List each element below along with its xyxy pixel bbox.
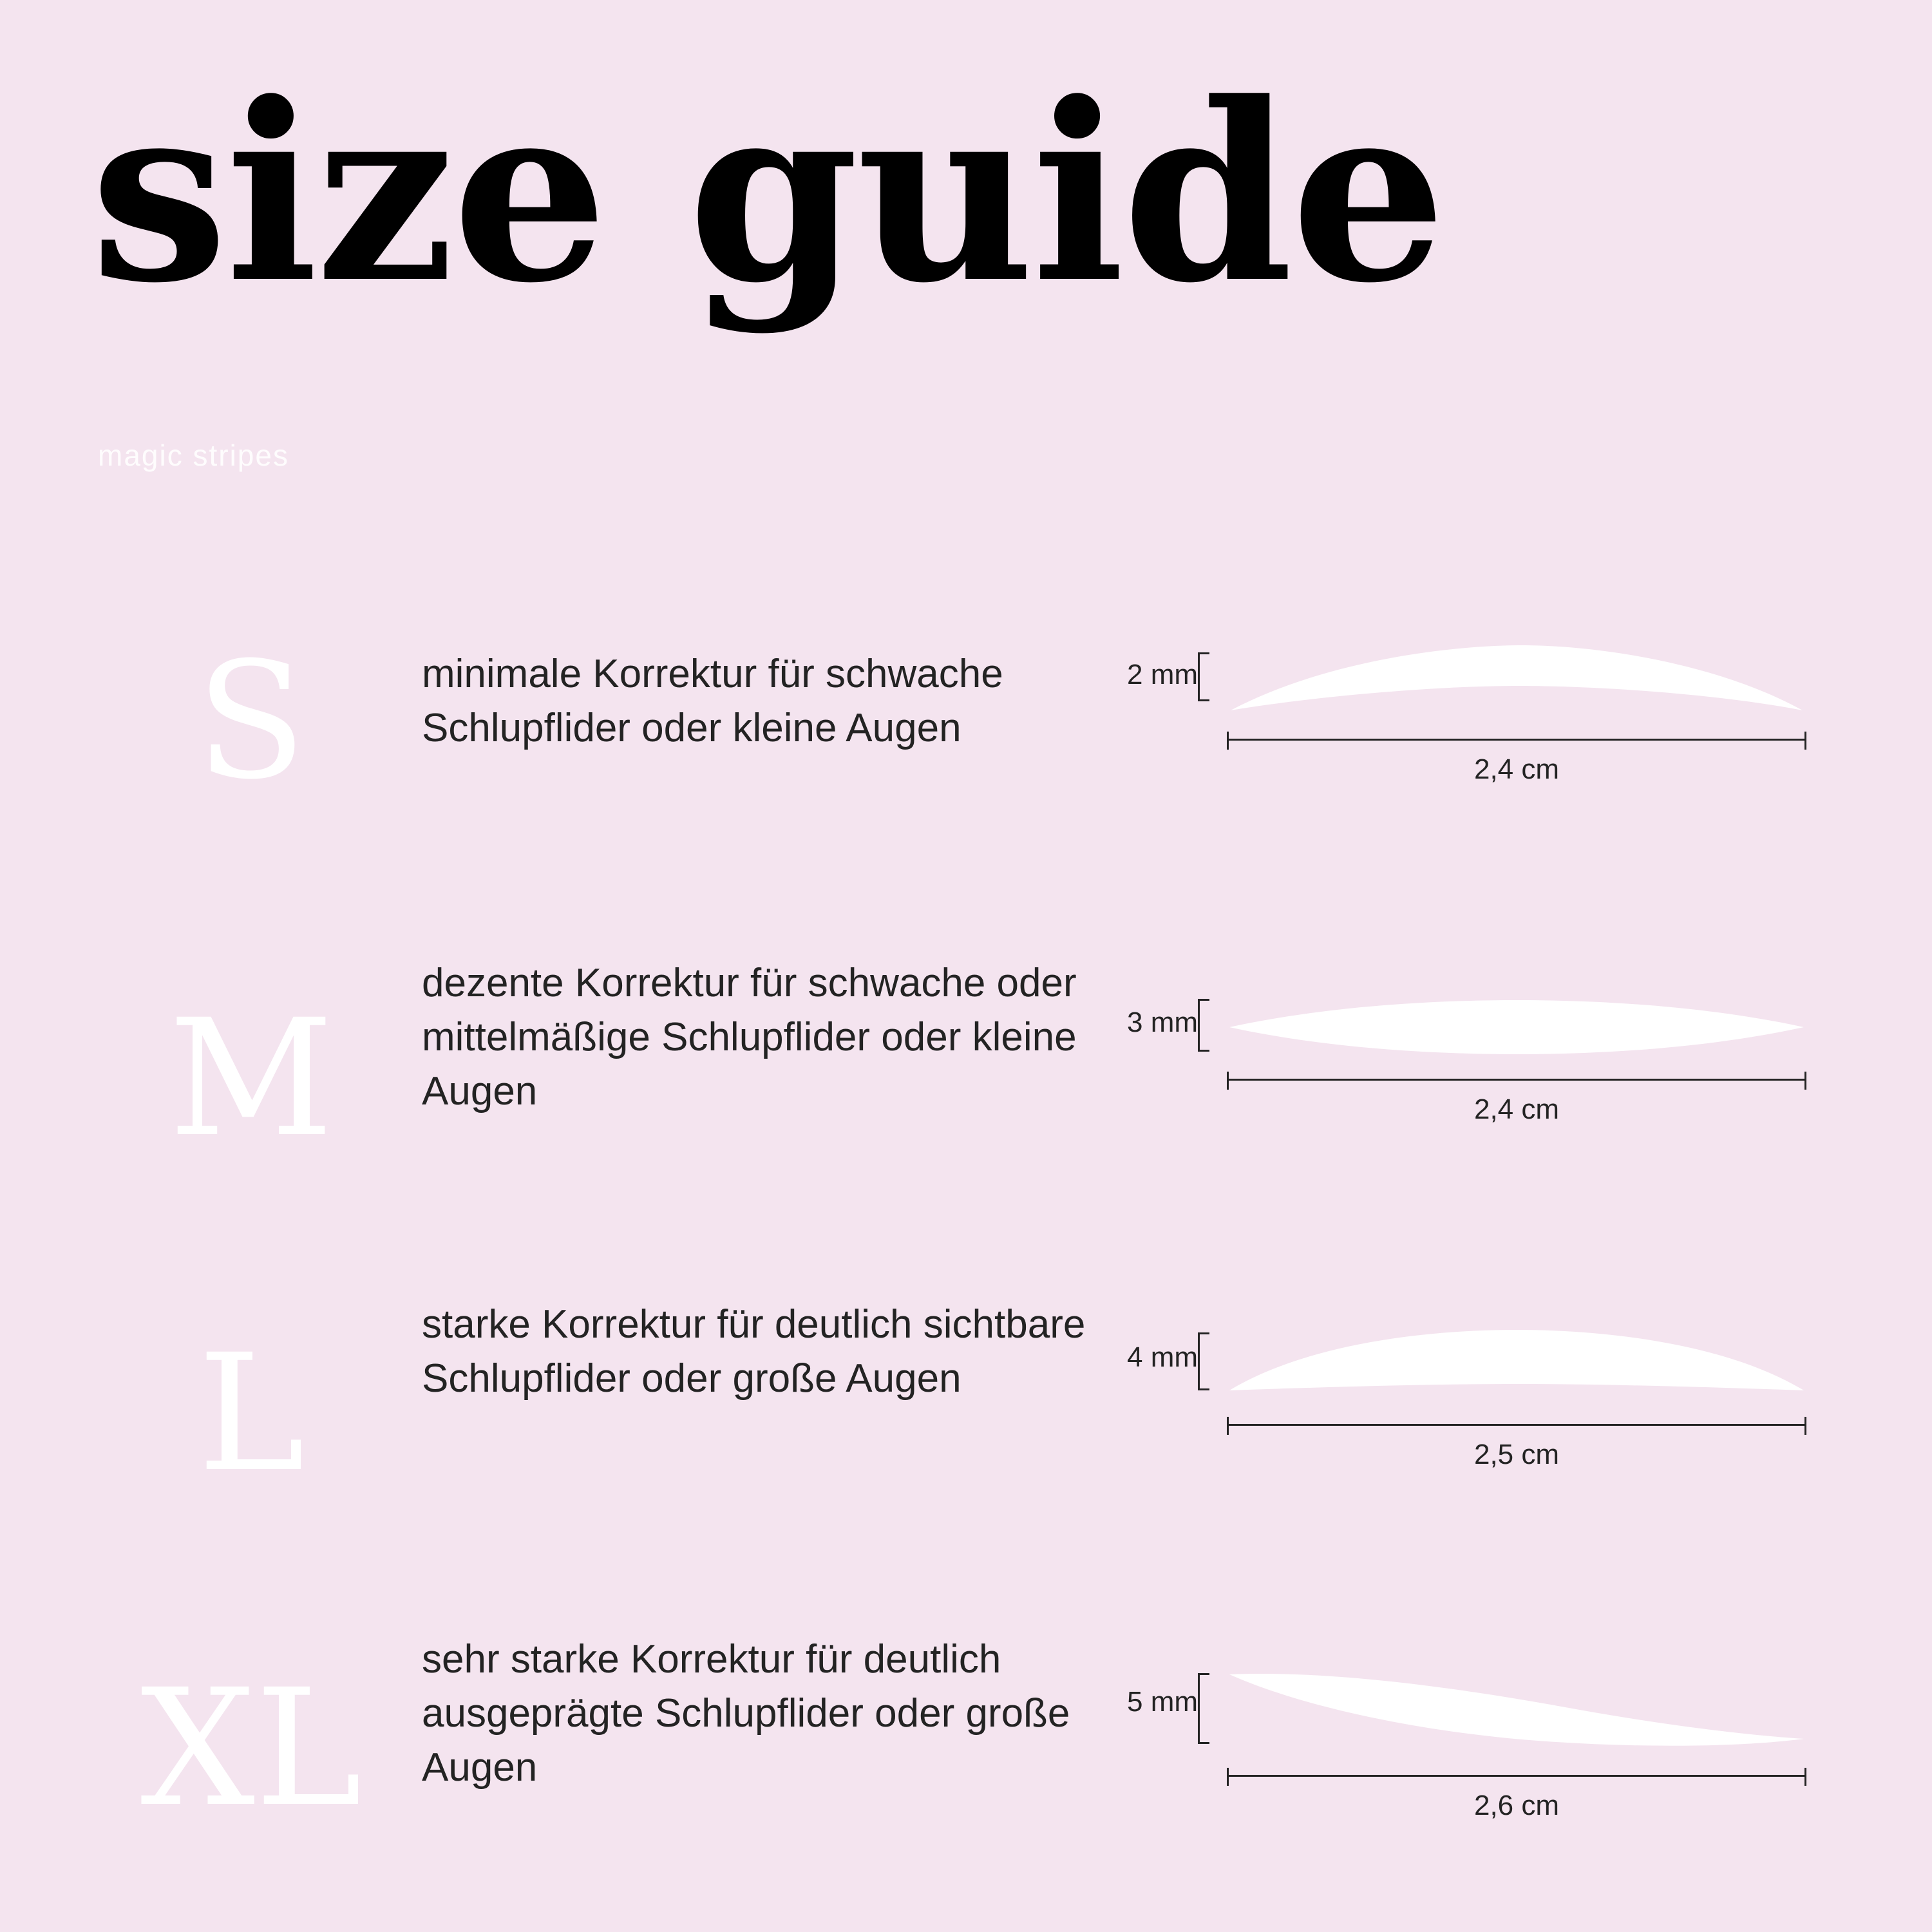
thickness-bracket-icon-s <box>1198 652 1200 701</box>
thickness-bracket-icon-m <box>1198 999 1200 1052</box>
size-description-s: minimale Korrektur für schwache Schlupflider oder kleine Augen <box>422 652 1003 750</box>
thickness-label-l: 4 mm <box>1127 1341 1198 1373</box>
size-diagram-l <box>1127 1304 1842 1575</box>
width-label-m: 2,4 cm <box>1473 1094 1560 1125</box>
size-label-l: L <box>197 1320 305 1507</box>
width-label-s: 2,4 cm <box>1473 753 1560 785</box>
thickness-label-s: 2 mm <box>1127 659 1198 690</box>
thickness-label-xl: 5 mm <box>1127 1686 1198 1718</box>
stripe-shape-s <box>1227 634 1806 718</box>
brand-subtitle: magic stripes <box>98 439 289 472</box>
stripe-shape-xl <box>1227 1651 1806 1754</box>
width-label-l: 2,5 cm <box>1473 1439 1560 1470</box>
size-row-m <box>0 937 1932 1240</box>
size-diagram-s <box>1127 628 1842 898</box>
size-label-xl: XL <box>140 1654 362 1842</box>
size-row-l <box>0 1272 1932 1575</box>
size-description-m: dezente Korrektur für schwache oder mittelmäßige Schlupflider oder kleine Augen <box>422 961 1077 1113</box>
thickness-bracket-icon-l <box>1198 1332 1200 1390</box>
width-rule-icon-m <box>1227 1079 1806 1081</box>
stripe-shape-m <box>1227 995 1806 1059</box>
size-row-xl <box>0 1607 1932 1909</box>
size-diagram-xl <box>1127 1642 1842 1913</box>
stripe-shape-l <box>1227 1316 1806 1399</box>
thickness-label-m: 3 mm <box>1127 1007 1198 1038</box>
size-description-xl: sehr starke Korrektur für deutlich ausgeprägte Schlupflider oder große Augen <box>422 1637 1070 1790</box>
size-row-s <box>0 628 1932 931</box>
width-rule-icon-l <box>1227 1424 1806 1426</box>
size-description-l: starke Korrektur für deutlich sichtbare Schlupflider oder große Augen <box>422 1302 1086 1401</box>
size-label-s: S <box>196 627 307 815</box>
width-rule-icon-xl <box>1227 1775 1806 1777</box>
page-header <box>0 0 1932 535</box>
page-title: size guide <box>90 49 1444 337</box>
thickness-bracket-icon-xl <box>1198 1673 1200 1744</box>
width-label-xl: 2,6 cm <box>1473 1790 1560 1821</box>
size-diagram-m <box>1127 976 1842 1246</box>
width-rule-icon-s <box>1227 739 1806 741</box>
size-label-m: M <box>169 985 334 1172</box>
